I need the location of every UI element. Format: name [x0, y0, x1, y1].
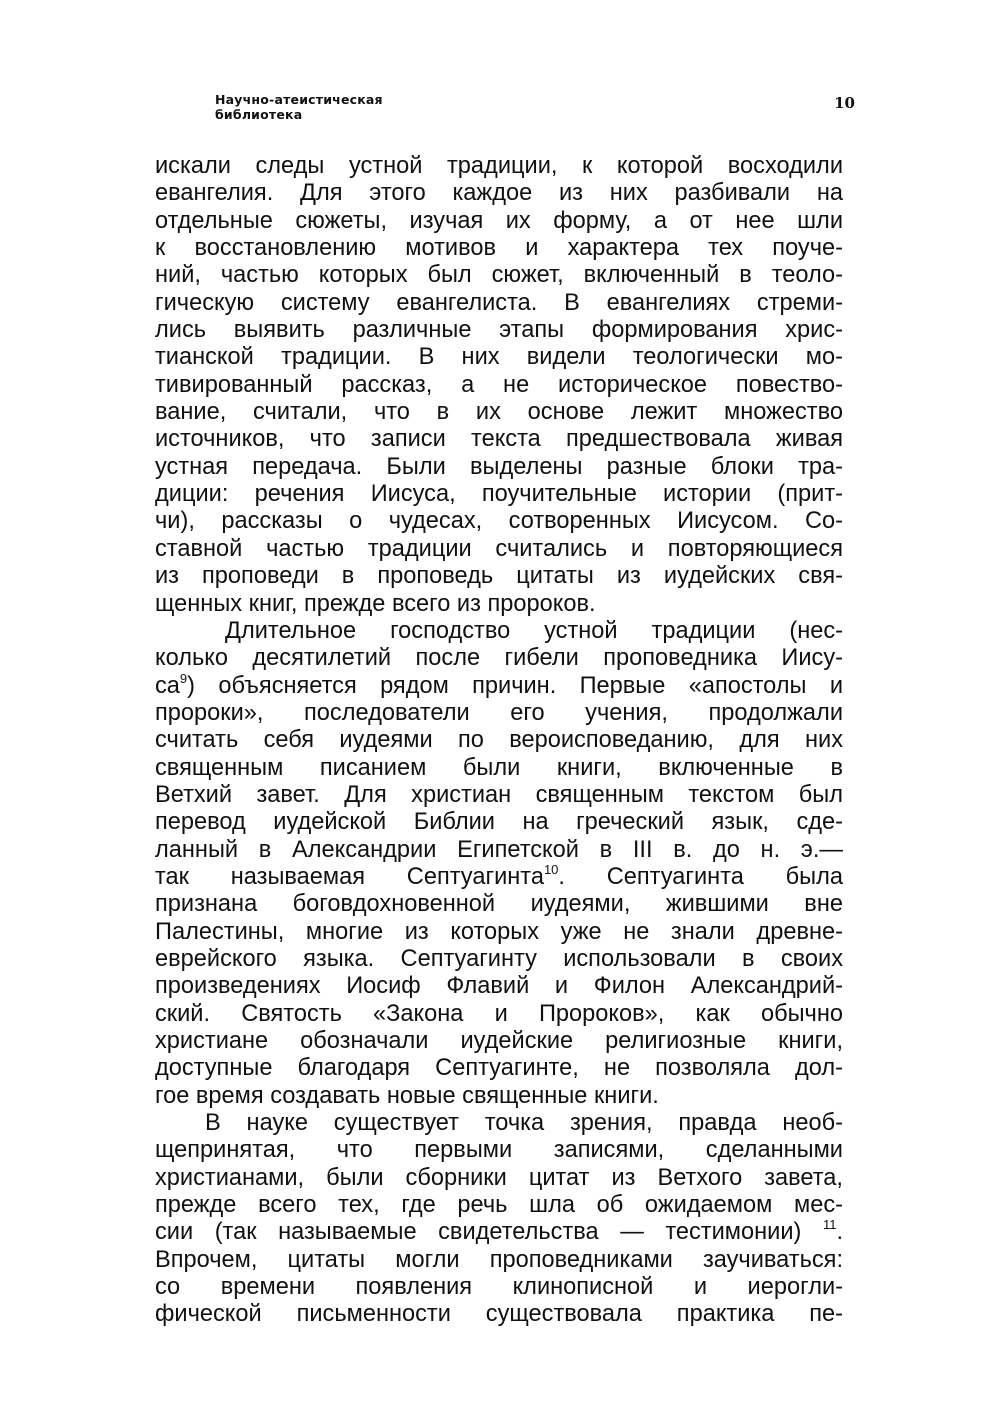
text-line: фической письменности существовала практика пе-	[155, 1301, 843, 1328]
footnote-marker: 9	[179, 670, 188, 686]
text-line: В науке существует точка зрения, правда необ-	[205, 1110, 843, 1137]
text-line: тивированный рассказ, а не историческое повество-	[155, 371, 843, 398]
text-line: Впрочем, цитаты могли проповедниками заучиваться:	[155, 1246, 843, 1273]
text-line: гическую систему евангелиста. В евангелиях стреми-	[155, 289, 843, 316]
text-line: ский. Святость «Закона и Пророков», как обычно	[155, 1000, 843, 1027]
text-line: вание, считали, что в их основе лежит множество	[155, 399, 843, 426]
body-text	[155, 153, 843, 1329]
series-title	[215, 92, 383, 122]
text-line: ставной частью традиции считались и повторяющиеся	[155, 535, 843, 562]
text-line: лись выявить различные этапы формирования хрис-	[155, 317, 843, 344]
text-line: христиане обозначали иудейские религиозные книги,	[155, 1028, 843, 1054]
series-title-line-2: библиотека	[215, 107, 303, 122]
text-line: диции: речения Иисуса, поучительные истории (прит-	[155, 481, 843, 508]
text-line: признана боговдохновенной иудеями, жившими вне	[155, 891, 843, 918]
page-number: 10	[834, 94, 855, 112]
text-line: христианами, были сборники цитат из Ветхого завета,	[155, 1164, 843, 1191]
text-line: тианской традиции. В них видели теологически мо-	[155, 344, 843, 371]
text-fragment: ) объясняется рядом причин. Первые «апостолы и	[187, 672, 843, 699]
text-line: считать себя иудеями по вероисповеданию, для них	[155, 727, 843, 754]
text-fragment: так называемая Септуагинта	[155, 863, 544, 890]
text-line: чи), рассказы о чудесах, сотворенных Иисусом. Со-	[155, 508, 843, 535]
text-fragment: . Септуагинта была	[558, 863, 843, 890]
text-line: еврейского языка. Септуагинту использовали в своих	[155, 945, 843, 972]
text-line-with-footnote	[155, 861, 843, 891]
text-line: из проповеди в проповедь цитаты из иудейских свя-	[155, 563, 843, 590]
footnote-marker: 10	[543, 861, 559, 877]
footnote-marker: 11	[822, 1217, 837, 1233]
text-fragment: .	[836, 1219, 844, 1246]
text-line: священным писанием были книги, включенные в	[155, 754, 843, 781]
text-line: Ветхий завет. Для христиан священным текстом был	[155, 781, 843, 808]
text-line: щепринятая, что первыми записями, сделанными	[155, 1137, 843, 1164]
text-line: доступные благодаря Септуагинте, не позволяла дол-	[155, 1055, 843, 1082]
text-line: искали следы устной традиции, к которой восходили	[155, 153, 843, 179]
text-line: прежде всего тех, где речь шла об ожидаемом мес-	[155, 1192, 843, 1219]
text-line: произведениях Иосиф Флавий и Филон Александрий-	[155, 973, 843, 1000]
text-fragment: са	[155, 672, 180, 699]
text-line: щенных книг, прежде всего из пророков.	[155, 590, 596, 617]
text-line: источников, что записи текста предшествовала живая	[155, 426, 843, 453]
text-line: отдельные сюжеты, изучая их форму, а от нее шли	[155, 207, 843, 234]
text-line: ний, частью которых был сюжет, включенный в теоло-	[155, 262, 843, 289]
text-line-with-footnote	[155, 670, 843, 700]
text-line: пророки», последователи его учения, продолжали	[155, 699, 843, 726]
text-line-with-footnote	[155, 1219, 843, 1246]
text-fragment: сии (так называемые свидетельства — тестимонии)	[155, 1219, 802, 1246]
running-header	[215, 92, 855, 132]
text-line: гое время создавать новые священные книги.	[155, 1082, 659, 1109]
text-line: к восстановлению мотивов и характера тех поуче-	[155, 235, 843, 262]
series-title-line-1: Научно-атеистическая	[215, 92, 383, 107]
text-line: устная передача. Были выделены разные блоки тра-	[155, 453, 843, 480]
text-line: перевод иудейской Библии на греческий язык, сде-	[155, 809, 843, 836]
text-line: Палестины, многие из которых уже не знали древне-	[155, 918, 843, 945]
text-line: со времени появления клинописной и иерогли-	[155, 1274, 843, 1301]
text-line: Длительное господство устной традиции (нес-	[225, 617, 843, 644]
text-line: колько десятилетий после гибели проповедника Иису-	[155, 645, 843, 672]
text-line: ланный в Александрии Египетской в III в. до н. э.—	[155, 836, 843, 863]
text-line: евангелия. Для этого каждое из них разбивали на	[155, 180, 843, 207]
